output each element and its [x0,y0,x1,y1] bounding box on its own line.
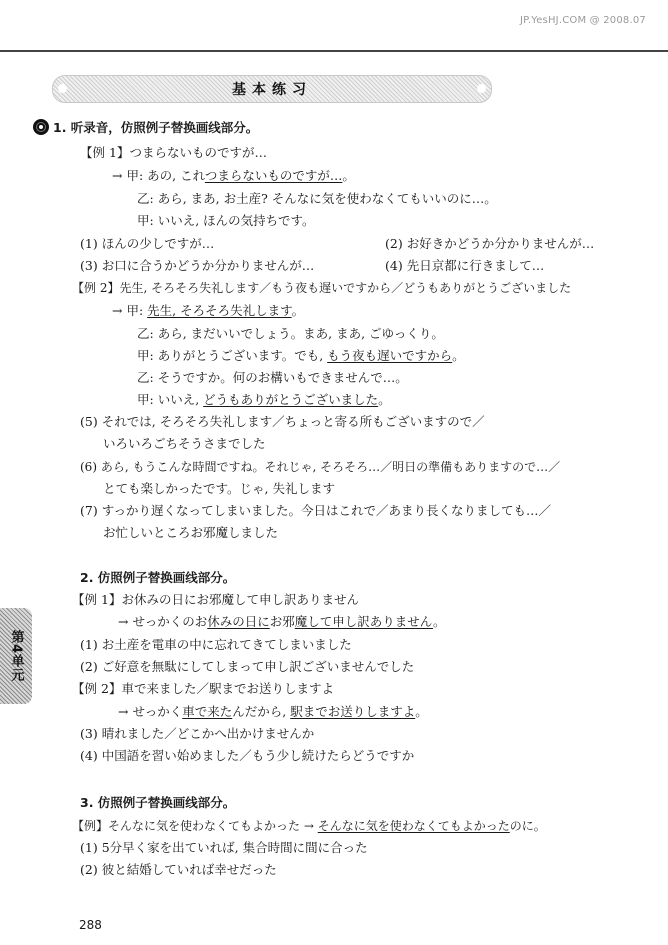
example-label: 【例 1】 [72,592,122,607]
dialogue-text: あら, まだいいでしょう。まあ, まあ, ごゆっくり。 [157,326,444,341]
exercise2-heading: 2. 仿照例子替换画线部分。 [80,570,236,585]
example-label: 【例 2】 [72,681,122,696]
list-item: (3) 晴れました／どこかへ出かけませんか [80,726,315,741]
dialogue-line [112,168,355,184]
example-prompt: お休みの日にお邪魔して申し訳ありません [121,592,359,607]
example-label: 【例 1】 [80,145,130,160]
list-item: (2) ご好意を無駄にしてしまって申し訳ございませんでした [80,659,415,674]
list-item-continuation: お忙しいところお邪魔しました [103,525,279,540]
list-item: (2) 彼と結婚していれば幸せだった [80,862,277,877]
page-number: 288 [79,918,102,932]
banner-dot-right [477,84,486,93]
list-item-continuation: とても楽しかったです。じゃ, 失礼します [103,481,335,496]
exercise1-heading: 1. 听录音，仿照例子替换画线部分。 [53,120,259,135]
dialogue-line: 甲: いいえ, どうもありがとうございました。 [137,392,391,407]
speaker: 乙: [137,370,154,385]
arrow-icon: → [118,614,129,629]
speaker: 乙: [137,326,154,341]
dialogue-text: そうですか。何のお構いもできませんで…。 [157,370,408,385]
dialogue-line [137,213,315,229]
speaker: 甲: [137,213,154,228]
unit-side-tab [0,608,32,704]
list-item: (4) 中国語を習い始めました／もう少し続けたらどうですか [80,748,415,763]
speaker: 甲: [126,303,144,318]
ex3-example: 【例】そんなに気を使わなくてもよかった → そんなに気を使わなくてもよかったのに。 [72,819,546,833]
list-item: (1) お土産を電車の中に忘れてきてしまいました [80,637,352,652]
list-item: (6) あら, もうこんな時間ですね。それじゃ, そろそろ…／明日の準備もありますので…／ [80,460,561,474]
underlined-text: 車で来た [182,704,233,719]
arrow-icon: → [303,819,314,833]
list-item: (1) ほんの少しですが… [80,236,215,251]
dialogue-line [137,370,408,386]
dialogue-line: 甲: ありがとうございます。でも, もう夜も遅いですから。 [137,348,465,363]
banner-title: 基本练习 [232,82,312,98]
banner-dot-left [58,84,67,93]
underlined-text: 休みの日に [207,614,270,629]
arrow-icon: → [112,168,123,183]
dialogue-line: → 甲: 先生, そろそろ失礼します。 [112,303,305,318]
top-rule [0,50,668,52]
example-label: 【例 2】 [72,281,120,295]
list-item: (1) 5分早く家を出ていれば, 集合時間に間に合った [80,840,368,855]
dialogue-text: 。 [342,168,355,183]
example-prompt: そんなに気を使わなくてもよかった [108,819,301,833]
underlined-text: 駅までお送りしますよ [290,704,416,719]
example-prompt: つまらないものですが… [129,145,267,160]
dialogue-line [137,326,444,342]
underlined-text: もう夜も遅いですから [327,348,453,363]
ex1-example1 [80,145,267,161]
underlined-text: どうもありがとうございました [203,392,379,407]
dialogue-text: いいえ, ほんの気持ちです。 [157,213,315,228]
list-item: (5) それでは, そろそろ失礼します／ちょっと寄る所もございますので／ [80,414,485,429]
speaker: 乙: [137,191,154,206]
arrow-icon: → [112,303,123,318]
answer-line: → せっかく車で来たんだから, 駅までお送りしますよ。 [118,704,428,719]
list-item: (4) 先日京都に行きまして… [385,258,545,273]
speaker: 甲: [126,168,144,183]
dialogue-text: あの, これ [147,168,205,183]
cd-audio-icon[interactable] [33,119,49,135]
ex2-example2 [72,681,334,697]
list-item-continuation: いろいろごちそうさまでした [103,436,266,451]
unit-label: 第4单元 [8,629,24,683]
dialogue-line [137,191,497,207]
exercise3-heading: 3. 仿照例子替换画线部分。 [80,795,236,810]
arrow-icon: → [118,704,129,719]
underlined-text: 先生, そろそろ失礼します [147,303,292,318]
section-banner [52,75,492,103]
example-label: 【例】 [72,819,109,833]
underlined-text: そんなに気を使わなくてもよかった [317,819,510,833]
list-item: (3) お口に合うかどうか分かりませんが… [80,258,315,273]
underlined-text: 魔して申し訳ありません [294,614,434,629]
ex1-example2 [72,280,571,296]
watermark: JP.YesHJ.COM @ 2008.07 [520,15,646,26]
dialogue-text: あら, まあ, お土産? そんなに気を使わなくてもいいのに…。 [157,191,497,206]
speaker: 甲: [137,348,154,363]
answer-line: → せっかくのお休みの日にお邪魔して申し訳ありません。 [118,614,446,629]
list-item: (2) お好きかどうか分かりませんが… [385,236,595,251]
underlined-text: つまらないものですが… [204,168,343,183]
ex2-example1 [72,592,359,608]
example-prompt: 先生, そろそろ失礼します／もう夜も遅いですから／どうもありがとうございました [119,281,572,295]
example-prompt: 車で来ました／駅までお送りしますよ [121,681,334,696]
list-item: (7) すっかり遅くなってしまいました。今日はこれで／あまり長くなりましても…／ [80,503,551,518]
speaker: 甲: [137,392,154,407]
